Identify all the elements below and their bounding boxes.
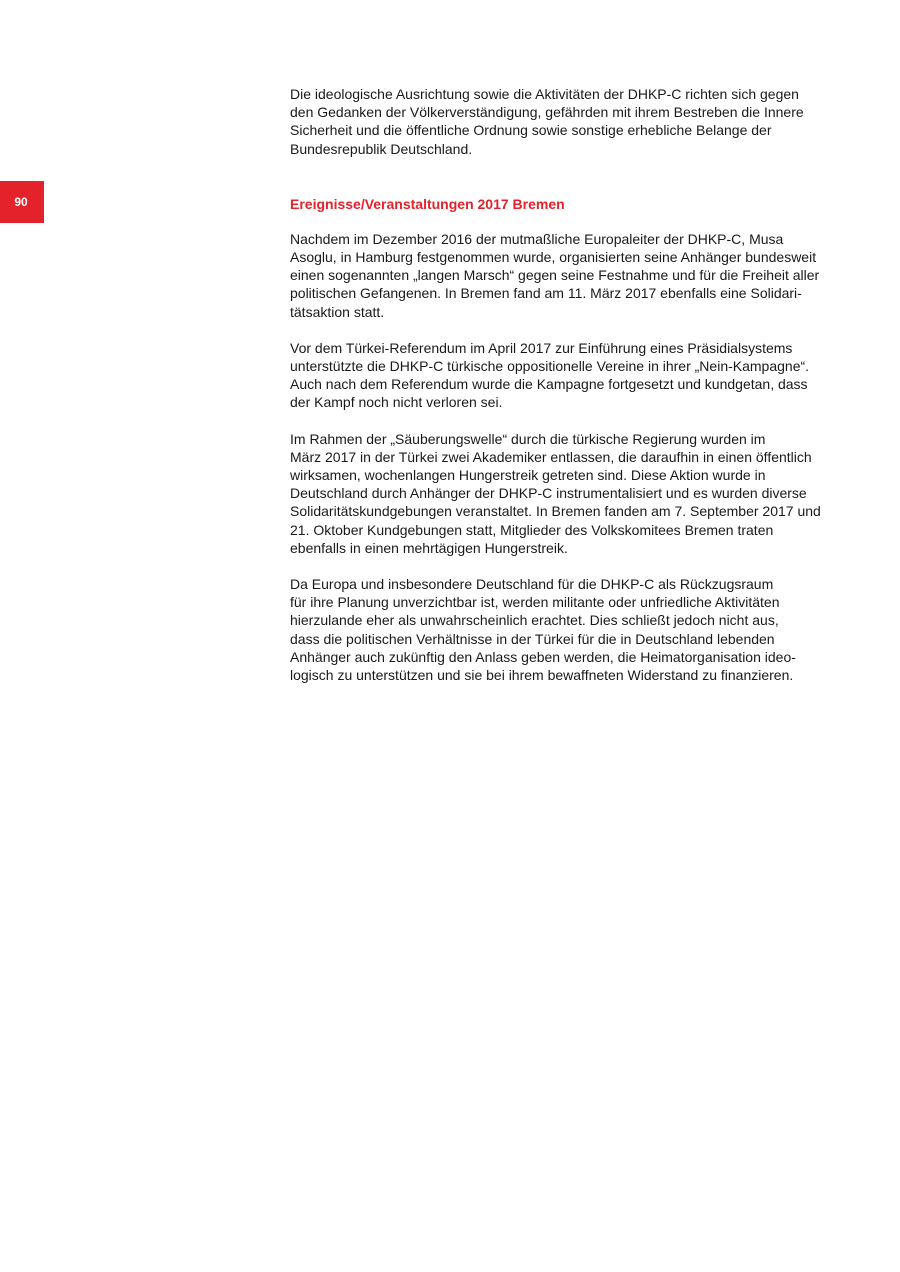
text-line: ebenfalls in einen mehrtägigen Hungerstreik.: [290, 539, 568, 556]
body-paragraph: [290, 230, 838, 321]
text-line: einen sogenannten „langen Marsch“ gegen seine Festnahme und für die Freiheit aller: [290, 267, 820, 284]
text-line: Auch nach dem Referendum wurde die Kampagne fortgesetzt und kundgetan, dass: [290, 376, 808, 393]
text-line: Sicherheit und die öffentliche Ordnung sowie sonstige erhebliche Belange der: [290, 122, 772, 139]
page-number-tab: [0, 181, 44, 223]
text-line: Solidaritätskundgebungen veranstaltet. In Bremen fanden am 7. September 2017 und: [290, 503, 821, 520]
main-content: [290, 85, 838, 702]
text-line: Vor dem Türkei-Referendum im April 2017 zur Einführung eines Präsidialsystems: [290, 339, 793, 356]
text-line: politischen Gefangenen. In Bremen fand am 11. März 2017 ebenfalls eine Solidari-: [290, 285, 802, 302]
text-line: Die ideologische Ausrichtung sowie die Aktivitäten der DHKP-C richten sich gegen: [290, 86, 799, 102]
text-line: 21. Oktober Kundgebungen statt, Mitglieder des Volkskomitees Bremen traten: [290, 521, 774, 538]
text-line: für ihre Planung unverzichtbar ist, werden militante oder unfriedliche Aktivitäten: [290, 594, 780, 611]
text-line: unterstützte die DHKP-C türkische oppositionelle Vereine in ihrer „Nein-Kampagne“.: [290, 358, 810, 375]
section-heading: Ereignisse/Veranstaltungen 2017 Bremen: [290, 195, 565, 212]
text-line: Anhänger auch zukünftig den Anlass geben werden, die Heimatorganisation ideo-: [290, 648, 796, 665]
text-line: Bundesrepublik Deutschland.: [290, 140, 473, 157]
text-line: Nachdem im Dezember 2016 der mutmaßliche Europaleiter der DHKP-C, Musa: [290, 230, 784, 247]
text-line: Deutschland durch Anhänger der DHKP-C instrumentalisiert und es wurden diverse: [290, 485, 807, 502]
body-paragraph: [290, 430, 838, 557]
text-line: dass die politischen Verhältnisse in der Türkei für die in Deutschland lebenden: [290, 630, 775, 647]
text-line: logisch zu unterstützen und sie bei ihrem bewaffneten Widerstand zu finanzieren.: [290, 667, 794, 684]
text-line: Asoglu, in Hamburg festgenommen wurde, organisierten seine Anhänger bundesweit: [290, 249, 817, 266]
body-paragraph: [290, 339, 838, 412]
page-number: 90: [14, 195, 28, 209]
text-line: hierzulande eher als unwahrscheinlich erachtet. Dies schließt jedoch nicht aus,: [290, 612, 779, 629]
text-line: tätsaktion statt.: [290, 303, 385, 320]
body-paragraph: [290, 575, 838, 684]
text-line: wirksamen, wochenlangen Hungerstreik getreten sind. Diese Aktion wurde in: [290, 467, 766, 484]
intro-paragraph: [290, 85, 838, 158]
text-line: Da Europa und insbesondere Deutschland für die DHKP-C als Rückzugsraum: [290, 576, 774, 593]
text-line: der Kampf noch nicht verloren sei.: [290, 394, 503, 411]
text-line: den Gedanken der Völkerverständigung, gefährden mit ihrem Bestreben die Innere: [290, 104, 804, 121]
text-line: März 2017 in der Türkei zwei Akademiker entlassen, die daraufhin in einen öffentlich: [290, 448, 812, 465]
text-line: Im Rahmen der „Säuberungswelle“ durch die türkische Regierung wurden im: [290, 430, 766, 447]
